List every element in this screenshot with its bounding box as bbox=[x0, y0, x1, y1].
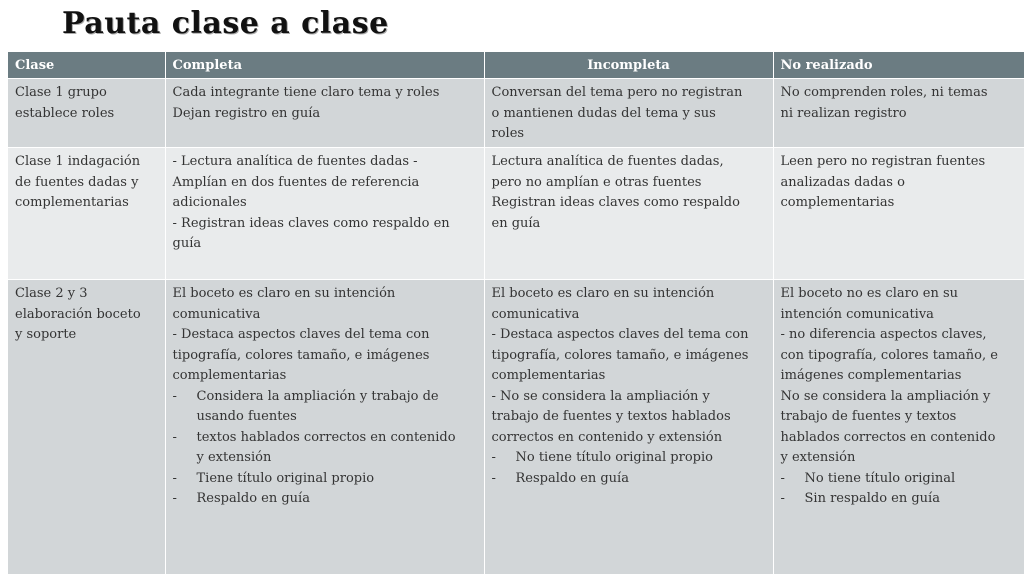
cell-line: roles bbox=[491, 126, 525, 141]
bullet-item: - Respaldo en guía bbox=[173, 489, 477, 510]
cell-completa bbox=[165, 148, 484, 280]
cell-line: Registran ideas claves como respaldo bbox=[491, 195, 740, 210]
cell-completa bbox=[165, 79, 484, 148]
cell-line: No comprenden roles, ni temas bbox=[780, 85, 988, 100]
cell-line: Conversan del tema pero no registran bbox=[491, 85, 743, 100]
cell-line: analizadas dadas o bbox=[780, 174, 905, 190]
table-header-row bbox=[8, 52, 1024, 79]
header-no-realizado: No realizado bbox=[773, 52, 1024, 79]
cell-line: con tipografía, colores tamaño, e bbox=[780, 347, 998, 363]
header-incompleta: Incompleta bbox=[484, 52, 773, 79]
cell-clase bbox=[8, 280, 165, 575]
cell-line: comunicativa bbox=[172, 306, 261, 322]
cell-line: Dejan registro en guía bbox=[172, 105, 321, 121]
cell-line: Leen pero no registran fuentes bbox=[780, 154, 986, 169]
cell-no-realizado bbox=[773, 280, 1024, 575]
header-clase: Clase bbox=[8, 52, 165, 79]
cell-line: correctos en contenido y extensión bbox=[491, 429, 723, 445]
bullet-item: - Considera la ampliación y trabajo de bbox=[173, 387, 477, 408]
cell-line: complementarias bbox=[15, 195, 129, 210]
cell-line: intención comunicativa bbox=[780, 306, 934, 322]
bullet-item: y extensión bbox=[196, 450, 272, 465]
cell-line: trabajo de fuentes y textos hablados bbox=[491, 409, 731, 424]
cell-clase bbox=[8, 148, 165, 280]
cell-line: - Destaca aspectos claves del tema con bbox=[491, 327, 749, 342]
cell-no-realizado bbox=[773, 148, 1024, 280]
header-completa: Completa bbox=[165, 52, 484, 79]
cell-line: establece roles bbox=[15, 105, 115, 121]
cell-line: complementarias bbox=[780, 195, 895, 210]
cell-line: Clase 2 y 3 bbox=[15, 286, 88, 301]
cell-line: Clase 1 grupo bbox=[15, 85, 107, 100]
cell-line: y soporte bbox=[15, 327, 77, 342]
cell-completa bbox=[165, 280, 484, 575]
cell-no-realizado bbox=[773, 79, 1024, 148]
cell-line: imágenes complementarias bbox=[780, 368, 962, 383]
cell-line: hablados correctos en contenido bbox=[780, 429, 996, 445]
bullet-item: - Respaldo en guía bbox=[492, 469, 766, 490]
cell-line: tipografía, colores tamaño, e imágenes bbox=[172, 347, 430, 363]
cell-line: en guía bbox=[491, 215, 541, 231]
rubric-table bbox=[8, 52, 1024, 575]
table-row bbox=[8, 280, 1024, 575]
bullet-item: usando fuentes bbox=[196, 409, 297, 424]
cell-line: o mantienen dudas del tema y sus bbox=[491, 105, 716, 121]
cell-clase bbox=[8, 79, 165, 148]
bullet-item: - textos hablados correctos en contenido bbox=[173, 428, 477, 449]
table-row bbox=[8, 148, 1024, 280]
cell-line: tipografía, colores tamaño, e imágenes bbox=[491, 347, 749, 363]
cell-line: - Destaca aspectos claves del tema con bbox=[172, 327, 430, 342]
cell-line: No se considera la ampliación y bbox=[780, 388, 991, 404]
page-title: Pauta clase a clase bbox=[62, 6, 389, 41]
cell-incompleta bbox=[484, 79, 773, 148]
cell-line: pero no amplían e otras fuentes bbox=[491, 174, 702, 190]
cell-line: adicionales bbox=[172, 195, 247, 210]
cell-line: Clase 1 indagación bbox=[15, 154, 141, 169]
cell-line: trabajo de fuentes y textos bbox=[780, 409, 957, 424]
table-row bbox=[8, 79, 1024, 148]
cell-line: - Lectura analítica de fuentes dadas - bbox=[172, 154, 418, 169]
cell-line: de fuentes dadas y bbox=[15, 174, 139, 190]
cell-line: El boceto es claro en su intención bbox=[172, 286, 396, 301]
cell-line: - Registran ideas claves como respaldo en bbox=[172, 215, 450, 231]
cell-line: Amplían en dos fuentes de referencia bbox=[172, 174, 420, 190]
cell-line: y extensión bbox=[780, 450, 856, 465]
cell-line: Lectura analítica de fuentes dadas, bbox=[491, 154, 724, 169]
cell-incompleta bbox=[484, 280, 773, 575]
bullet-item: - No tiene título original propio bbox=[492, 448, 766, 469]
cell-line: complementarias bbox=[491, 368, 606, 383]
cell-line: - no diferencia aspectos claves, bbox=[780, 327, 987, 342]
cell-line: - No se considera la ampliación y bbox=[491, 388, 710, 404]
cell-line: guía bbox=[172, 236, 202, 251]
cell-line: comunicativa bbox=[491, 306, 580, 322]
cell-line: Cada integrante tiene claro tema y roles bbox=[172, 85, 440, 100]
cell-line: complementarias bbox=[172, 368, 287, 383]
bullet-item: - Tiene título original propio bbox=[173, 469, 477, 490]
cell-line: El boceto es claro en su intención bbox=[491, 286, 715, 301]
bullet-item: - Sin respaldo en guía bbox=[781, 489, 1017, 510]
cell-line: El boceto no es claro en su bbox=[780, 286, 959, 301]
cell-line: ni realizan registro bbox=[780, 105, 907, 121]
cell-incompleta bbox=[484, 148, 773, 280]
bullet-item: - No tiene título original bbox=[781, 469, 1017, 490]
cell-line: elaboración boceto bbox=[15, 306, 141, 322]
